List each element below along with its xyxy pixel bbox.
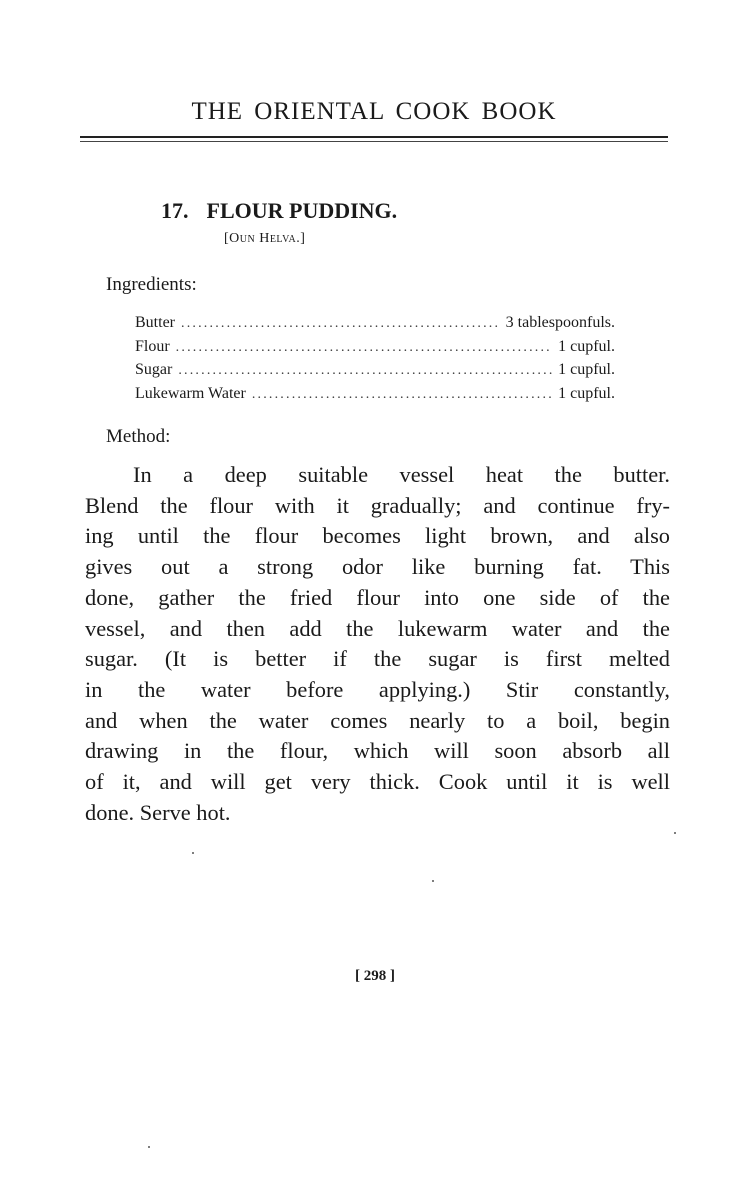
paper-speck: [674, 832, 676, 834]
paper-speck: [192, 852, 194, 854]
method-line: gives out a strong odor like burning fat. This: [85, 554, 670, 580]
ingredient-row: [135, 314, 615, 338]
ingredient-name: Lukewarm Water: [135, 384, 246, 402]
leader-dots: [252, 387, 552, 403]
recipe-subtitle: [Oun Helva.]: [224, 231, 306, 246]
ingredient-name: Butter: [135, 314, 175, 331]
paper-speck: [148, 1146, 150, 1148]
ingredient-name: Sugar: [135, 361, 173, 378]
running-head: THE ORIENTAL COOK BOOK: [191, 98, 557, 125]
method-line: sugar. (It is better if the sugar is first melted: [85, 646, 670, 672]
ingredient-quantity: 3 tablespoonfuls.: [505, 314, 615, 331]
ingredient-name: Flour: [135, 337, 170, 355]
ingredient-row: [135, 385, 615, 409]
method-line: done. Serve hot.: [85, 799, 231, 825]
method-line: in the water before applying.) Stir constantly,: [85, 676, 670, 702]
method-line: vessel, and then add the lukewarm water and the: [85, 615, 670, 641]
method-line: ing until the flour becomes light brown, and also: [85, 523, 670, 549]
page-number: [ 298 ]: [355, 968, 395, 984]
paper-speck: [432, 880, 434, 882]
recipe-heading: [161, 198, 397, 224]
ingredients-list: [135, 314, 615, 408]
method-paragraph: [85, 460, 670, 828]
leader-dots: [178, 363, 552, 379]
recipe-number: 17.: [161, 198, 189, 223]
method-line: Blend the flour with it gradually; and continue fry-: [85, 492, 670, 518]
leader-dots: [176, 340, 552, 356]
header-rule: [80, 136, 668, 138]
ingredient-row: [135, 338, 615, 362]
method-line: drawing in the flour, which will soon absorb all: [85, 738, 670, 764]
ingredient-row: [135, 361, 615, 385]
method-line: In a deep suitable vessel heat the butter.: [133, 462, 670, 487]
method-line: and when the water comes nearly to a boil, begin: [85, 707, 670, 733]
ingredients-label: Ingredients:: [106, 274, 197, 295]
method-line: of it, and will get very thick. Cook until it is well: [85, 769, 670, 795]
method-label: Method:: [106, 426, 171, 447]
ingredient-quantity: 1 cupful.: [558, 337, 615, 355]
recipe-title: FLOUR PUDDING.: [206, 198, 398, 223]
header-rule-thin: [80, 141, 668, 142]
ingredient-quantity: 1 cupful.: [558, 361, 615, 378]
leader-dots: [181, 316, 500, 332]
method-line: done, gather the fried flour into one side of the: [85, 584, 670, 610]
ingredient-quantity: 1 cupful.: [558, 384, 615, 402]
